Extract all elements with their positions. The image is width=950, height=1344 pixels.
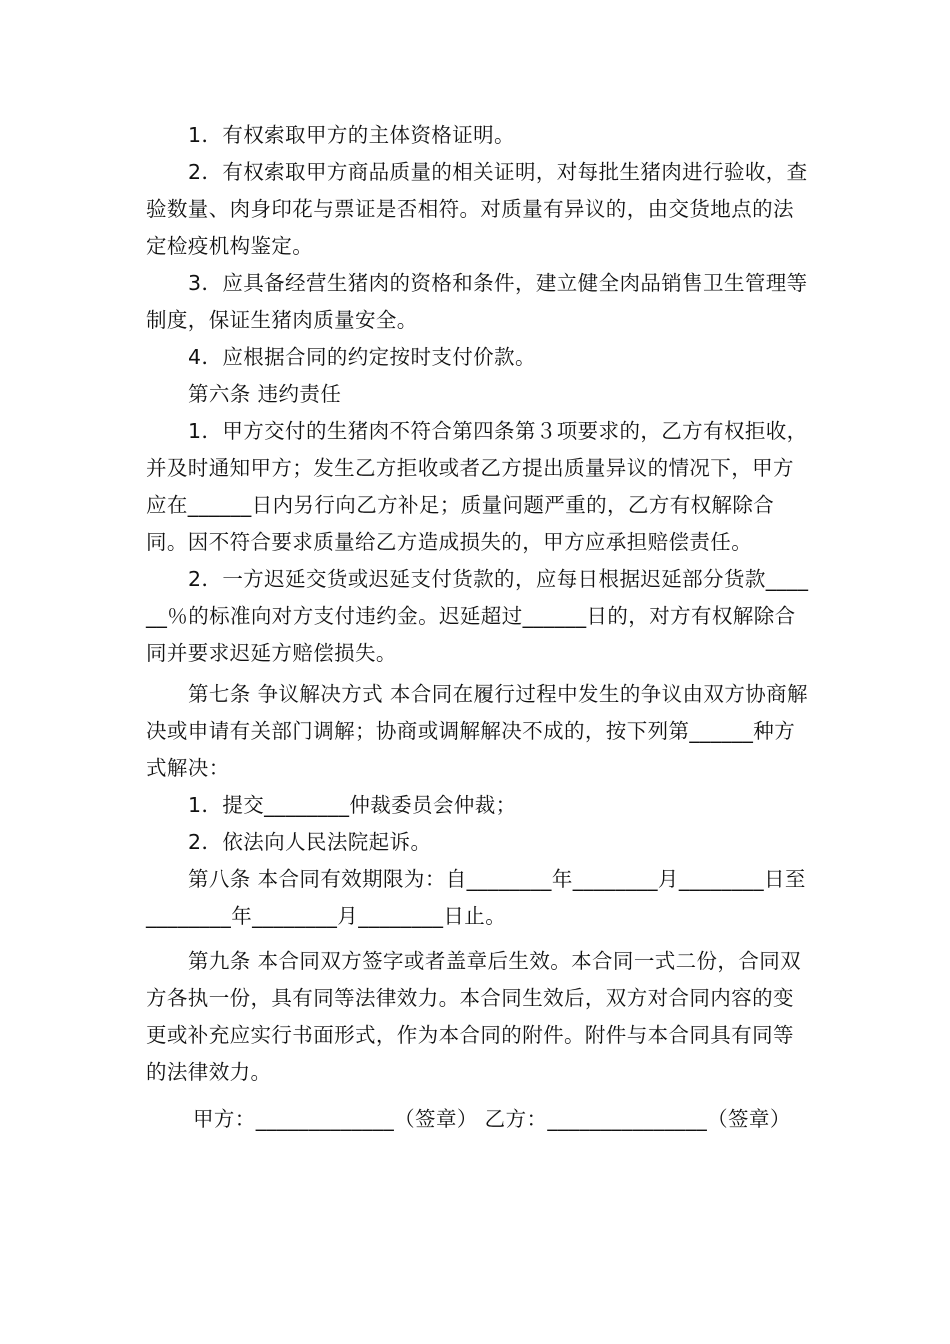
clause-b-2: 2．有权索取甲方商品质量的相关证明，对每批生猪肉进行验收，查验数量、肉身印花与票证是否相符。对质量有异议的，由交货地点的法定检疫机构鉴定。 (146, 160, 808, 258)
article-6-item-1: 1．甲方交付的生猪肉不符合第四条第３项要求的，乙方有权拒收，并及时通知甲方；发生乙方拒收或者乙方提出质量异议的情况下，甲方应在______日内另行向乙方补足；质量问题严重的，乙方有权解除合同。因不符合要求质量给乙方造成损失的，甲方应承担赔偿责任。 (146, 419, 808, 554)
article-6-heading: 第六条 违约责任 (188, 382, 342, 406)
signature-line: 甲方：_____________（签章） 乙方：_______________（签章） (193, 1107, 791, 1131)
article-8: 第八条 本合同有效期限为：自________年________月________日至________年________月________日止。 (146, 867, 806, 928)
clause-b-4: 4．应根据合同的约定按时支付价款。 (188, 345, 536, 369)
article-7: 第七条 争议解决方式 本合同在履行过程中发生的争议由双方协商解决或申请有关部门调解；协商或调解解决不成的，按下列第______种方式解决： (146, 682, 808, 780)
contract-body (146, 117, 814, 1138)
article-9: 第九条 本合同双方签字或者盖章后生效。本合同一式二份，合同双方各执一份，具有同等法律效力。本合同生效后，双方对合同内容的变更或补充应实行书面形式，作为本合同的附件。附件与本合同具有同等的法律效力。 (146, 949, 802, 1084)
clause-b-3: 3．应具备经营生猪肉的资格和条件，建立健全肉品销售卫生管理等制度，保证生猪肉质量安全。 (146, 271, 808, 332)
article-7-item-2: 2．依法向人民法院起诉。 (188, 830, 432, 854)
article-7-item-1: 1．提交________仲裁委员会仲裁； (188, 793, 517, 817)
article-6-item-2: 2．一方迟延交货或迟延支付货款的，应每日根据迟延部分货款______％的标准向对方支付违约金。迟延超过______日的，对方有权解除合同并要求迟延方赔偿损失。 (146, 567, 809, 665)
clause-b-1: 1．有权索取甲方的主体资格证明。 (188, 123, 515, 147)
